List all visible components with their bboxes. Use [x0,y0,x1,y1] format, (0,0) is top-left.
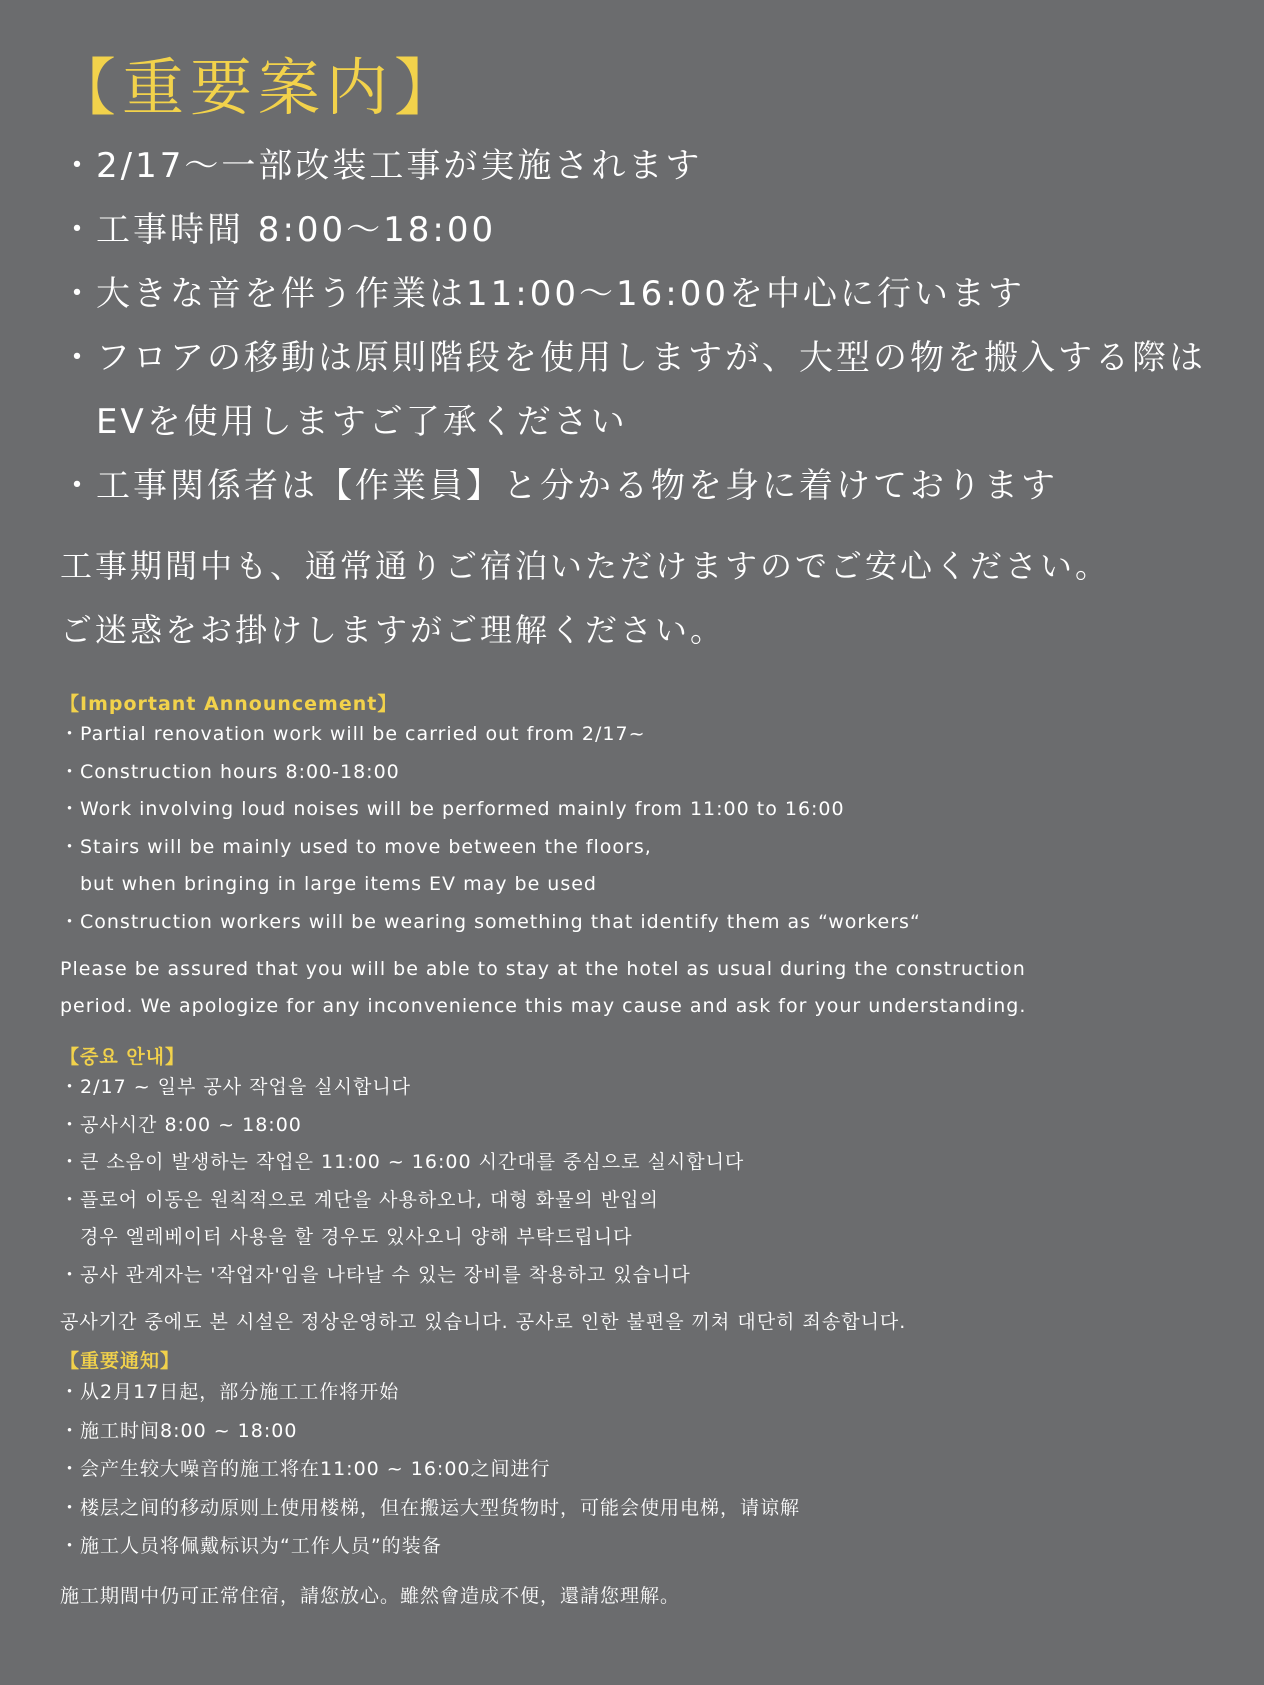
japanese-section [54,44,1206,662]
bullet: ・ [60,723,81,745]
chinese-list [60,1373,1204,1566]
english-item-text: Construction workers will be wearing something that identify them as “workers“ [80,910,921,933]
japanese-item-noise [60,262,1204,326]
japanese-item-text: 工事時間 8:00〜18:00 [96,210,497,250]
bullet: ・ [60,1076,81,1098]
korean-item-text: 공사시간 8:00 ~ 18:00 [80,1113,302,1136]
korean-title: 【중요 안내】 [60,1046,186,1068]
bullet: ・ [60,1419,81,1442]
english-paragraph-1: Please be assured that you will be able to stay at the hotel as usual during the construction [60,958,1026,980]
bullet: ・ [60,1113,81,1136]
chinese-section [60,1349,1204,1615]
chinese-item-text: 施工人员将佩戴标识为“工作人员”的装备 [80,1535,442,1557]
korean-item-text: 플로어 이동은 원칙적으로 계단을 사용하오나, 대형 화물의 반입의 [80,1188,659,1211]
chinese-title: 【重要通知】 [60,1350,181,1372]
english-item-noise [60,791,1204,829]
chinese-item-text: 施工时间8:00 ~ 18:00 [80,1419,298,1442]
chinese-item-text: 楼层之间的移动原则上使用楼梯，但在搬运大型货物时，可能会使用电梯，请谅解 [80,1496,801,1519]
chinese-item-noise [60,1450,1204,1489]
bullet: ・ [60,466,97,506]
japanese-item-text: フロアの移動は原則階段を使用しますが、大型の物を搬入する際は [96,338,1206,378]
japanese-item-workers [60,454,1204,518]
korean-item-text: 2/17 ~ 일부 공사 작업을 실시합니다 [80,1076,412,1098]
english-title: 【Important Announcement】 [60,693,398,715]
japanese-title: 【重要案内】 [54,51,463,124]
english-list [60,716,1204,941]
bullet: ・ [60,1458,81,1480]
bullet: ・ [60,910,81,933]
japanese-item-hours [60,198,1204,262]
english-item-floor [60,829,1204,904]
korean-item-hours [60,1107,1204,1145]
bullet: ・ [60,1496,81,1519]
korean-item-text: 큰 소음이 발생하는 작업은 11:00 ~ 16:00 시간대를 중심으로 실시합니다 [80,1151,745,1173]
japanese-item-floor [60,326,1204,454]
english-item-text: Partial renovation work will be carried out from 2/17~ [80,723,646,745]
english-item-hours [60,754,1204,792]
korean-section [60,1045,1204,1341]
bullet: ・ [60,835,81,858]
chinese-item-start [60,1373,1204,1412]
korean-item-continuation: 경우 엘레베이터 사용을 할 경우도 있사오니 양해 부탁드립니다 [80,1226,633,1248]
bullet: ・ [60,1263,81,1286]
bullet: ・ [60,798,81,820]
english-item-text: Stairs will be mainly used to move between the floors, [80,835,652,858]
japanese-item-text: 大きな音を伴う作業は11:00〜16:00を中心に行います [96,274,1025,314]
english-item-workers [60,904,1204,942]
bullet: ・ [60,1381,81,1403]
korean-item-text: 공사 관계자는 '작업자'임을 나타날 수 있는 장비를 착용하고 있습니다 [80,1263,691,1286]
chinese-item-workers [60,1527,1204,1566]
english-item-text: Construction hours 8:00-18:00 [80,760,400,783]
english-item-text: Work involving loud noises will be performed mainly from 11:00 to 16:00 [80,798,845,820]
japanese-item-text: 工事関係者は【作業員】と分かる物を身に着けております [96,466,1058,506]
english-item-start [60,716,1204,754]
english-item-continuation: but when bringing in large items EV may be used [80,873,597,895]
chinese-item-text: 会产生较大噪音的施工将在11:00 ~ 16:00之间进行 [80,1458,551,1480]
japanese-item-continuation: EVを使用しますご了承ください [96,402,628,442]
korean-list [60,1069,1204,1294]
bullet: ・ [60,146,97,186]
korean-item-start [60,1069,1204,1107]
bullet: ・ [60,210,97,250]
bullet: ・ [60,274,97,314]
chinese-paragraph: 施工期間中仍可正常住宿，請您放心。雖然會造成不便，還請您理解。 [60,1584,681,1607]
korean-item-noise [60,1144,1204,1182]
korean-item-workers [60,1257,1204,1295]
korean-paragraph: 공사기간 중에도 본 시설은 정상운영하고 있습니다. 공사로 인한 불편을 끼쳐 대단히 죄송합니다. [60,1311,907,1333]
korean-item-floor [60,1182,1204,1257]
japanese-list [60,134,1204,518]
japanese-item-text: 2/17〜一部改装工事が実施されます [96,146,703,186]
bullet: ・ [60,1188,81,1211]
english-paragraph-2: period. We apologize for any inconvenience this may cause and ask for your understanding. [60,995,1027,1017]
japanese-paragraph-1: 工事期間中も、通常通りご宿泊いただけますのでご安心ください。 [60,547,1111,585]
chinese-item-hours [60,1412,1204,1451]
japanese-paragraph-2: ご迷惑をお掛けしますがご理解ください。 [60,611,726,649]
bullet: ・ [60,1535,81,1557]
japanese-item-start [60,134,1204,198]
bullet: ・ [60,1151,81,1173]
chinese-item-text: 从2月17日起，部分施工工作将开始 [80,1381,400,1403]
english-section [60,692,1204,1025]
chinese-item-floor [60,1489,1204,1528]
bullet: ・ [60,760,81,783]
bullet: ・ [60,338,97,378]
